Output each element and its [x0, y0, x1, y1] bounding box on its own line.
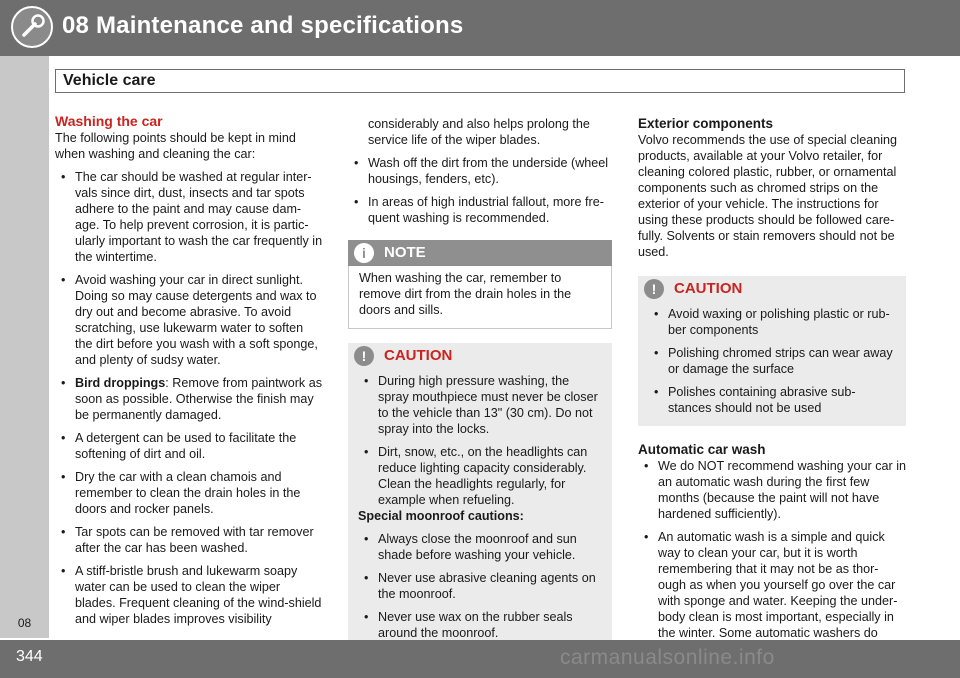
- chapter-header: [0, 0, 960, 56]
- caution-box-exterior: [638, 276, 906, 426]
- caution-title: CAUTION: [384, 347, 453, 364]
- list-item: [55, 375, 323, 423]
- list-item: • Avoid waxing or polishing plastic or rub-ber components: [648, 306, 896, 338]
- caution-list: [358, 373, 602, 508]
- section-title: Vehicle care: [63, 72, 156, 89]
- moonroof-subheading: Special moonroof cautions:: [358, 509, 524, 523]
- list-item: • Wash off the dirt from the underside (wheel housings, fenders, etc).: [348, 155, 612, 187]
- list-item: • A detergent can be used to facilitate the softening of dirt and oil.: [55, 430, 323, 462]
- bird-droppings-text: : Remove from paintwork as soon as possible. Otherwise the finish may be permanently damaged.: [75, 376, 323, 422]
- list-item: • In areas of high industrial fallout, more fre-quent washing is recommended.: [348, 194, 612, 226]
- column-1: [55, 112, 323, 627]
- note-title: NOTE: [384, 244, 426, 261]
- chapter-number: 08: [17, 616, 32, 630]
- automatic-wash-list: [638, 458, 906, 641]
- heading-washing-the-car: Washing the car: [55, 113, 163, 129]
- page-footer: [0, 640, 960, 678]
- moonroof-list: [358, 531, 602, 641]
- caution-list: [648, 306, 896, 416]
- list-item: • Never use wax on the rubber seals around the moonroof.: [358, 609, 602, 641]
- intro-text: The following points should be kept in mind when washing and cleaning the car:: [55, 131, 296, 161]
- continuation-text: considerably and also helps prolong the service life of the wiper blades.: [368, 117, 590, 147]
- list-item: • Dirt, snow, etc., on the headlights can reduce lighting capacity considerably. Clean the headlights regularly, for example when refueling.: [358, 444, 602, 508]
- column-3: [638, 116, 906, 641]
- warning-icon: !: [644, 279, 664, 299]
- caution-header: [638, 276, 906, 302]
- list-item: • Avoid washing your car in direct sunlight. Doing so may cause detergents and wax to dry out and become abrasive. To avoid scratching, use lukewarm water to soften the dirt before you wash with a soft sponge, and plenty of sudsy water.: [55, 272, 323, 368]
- page-number: 344: [16, 648, 43, 665]
- list-item: • Always close the moonroof and sun shade before washing your vehicle.: [358, 531, 602, 563]
- section-title-bar: [55, 69, 905, 93]
- chapter-title: 08 Maintenance and specifications: [62, 12, 464, 39]
- watermark: carmanualsonline.info: [560, 646, 775, 669]
- list-item: • The car should be washed at regular inter-vals since dirt, dust, insects and tar spots adhere to the paint and may cause dam-age. To help prevent corrosion, it is partic-ularly important to wash the car frequently in the wintertime.: [55, 169, 323, 265]
- washing-list: [55, 169, 323, 627]
- heading-exterior-components: Exterior components: [638, 116, 774, 131]
- caution-box: [348, 343, 612, 651]
- list-item: • Never use abrasive cleaning agents on the moonroof.: [358, 570, 602, 602]
- bird-droppings-label: Bird droppings: [75, 376, 166, 390]
- caution-title: CAUTION: [674, 280, 743, 297]
- list-item: • Tar spots can be removed with tar remover after the car has been washed.: [55, 524, 323, 556]
- caution-header: [348, 343, 612, 369]
- list-item: • Dry the car with a clean chamois and remember to clean the drain holes in the doors and rocker panels.: [55, 469, 323, 517]
- note-text: When washing the car, remember to remove dirt from the drain holes in the doors and sills.: [348, 266, 612, 329]
- list-item: • During high pressure washing, the spray mouthpiece must never be closer to the vehicle than 13" (30 cm). Do not spray into the locks.: [358, 373, 602, 437]
- chapter-side-tab[interactable]: [0, 56, 49, 638]
- list-item: • We do NOT recommend washing your car in an automatic wash during the first few months (because the paint will not have hardened sufficiently).: [638, 458, 906, 522]
- note-box: [348, 240, 612, 329]
- note-header: [348, 240, 612, 266]
- column-2: [348, 116, 612, 651]
- info-icon: i: [354, 243, 374, 263]
- caution-body: [348, 369, 612, 651]
- list-item: • Polishes containing abrasive sub-stances should not be used: [648, 384, 896, 416]
- caution-body: [638, 302, 906, 426]
- heading-automatic-car-wash: Automatic car wash: [638, 442, 766, 457]
- exterior-text: Volvo recommends the use of special cleaning products, available at your Volvo retailer, for cleaning colored plastic, rubber, or ornamental components such as chromed strips on the exterior of your vehicle. The instructions for using these products should be followed care-fully. Solvents or stain removers should not be used.: [638, 133, 898, 259]
- list-item: • Polishing chromed strips can wear away or damage the surface: [648, 345, 896, 377]
- wrench-icon: [8, 3, 56, 51]
- washing-list-continued: [348, 155, 612, 226]
- warning-icon: !: [354, 346, 374, 366]
- list-item: • A stiff-bristle brush and lukewarm soapy water can be used to clean the wiper blades. Frequent cleaning of the wind-shield and wiper blades improves visibility: [55, 563, 323, 627]
- list-item: • An automatic wash is a simple and quick way to clean your car, but it is worth remembering that it may not be as thor-ough as when you yourself go over the car with sponge and water. Keeping the under-body clean is most important, especially in the winter. Some automatic washers do: [638, 529, 906, 641]
